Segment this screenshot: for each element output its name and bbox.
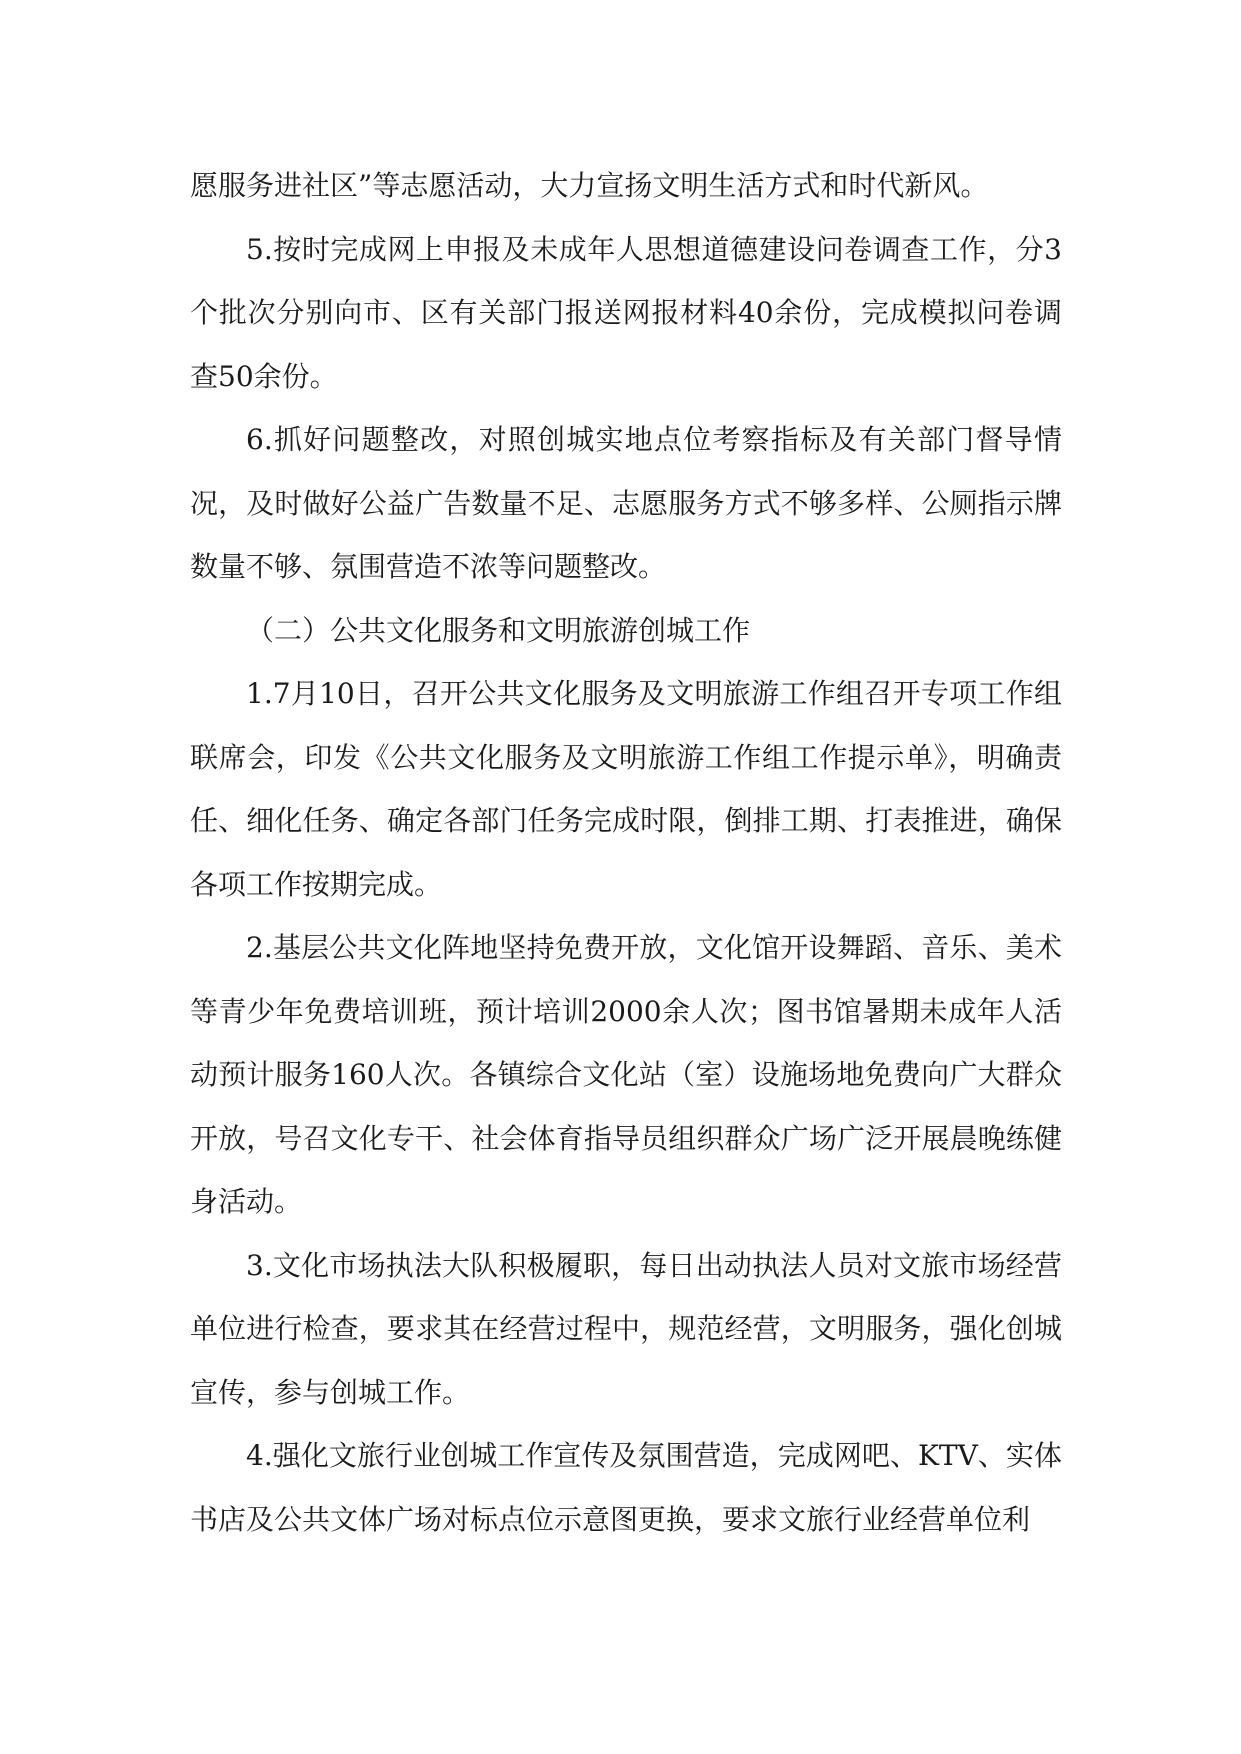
document-body xyxy=(190,154,1062,1551)
paragraph-item-4: 4.强化文旅行业创城工作宣传及氛围营造，完成网吧、KTV、实体书店及公共文体广场对标点位示意图更换，要求文旅行业经营单位利 xyxy=(190,1439,1062,1536)
paragraph-item-2: 2.基层公共文化阵地坚持免费开放，文化馆开设舞蹈、音乐、美术等青少年免费培训班，预计培训2000余人次；图书馆暑期未成年人活动预计服务160人次。各镇综合文化站（室）设施场地免费向广大群众开放，号召文化专干、社会体育指导员组织群众广场广泛开展晨晚练健身活动。 xyxy=(190,931,1062,1218)
paragraph-item-6: 6.抓好问题整改，对照创城实地点位考察指标及有关部门督导情况，及时做好公益广告数量不足、志愿服务方式不够多样、公厕指示牌数量不够、氛围营造不浓等问题整改。 xyxy=(190,423,1062,583)
paragraph-item-1: 1.7月10日，召开公共文化服务及文明旅游工作组召开专项工作组联席会，印发《公共文化服务及文明旅游工作组工作提示单》，明确责任、细化任务、确定各部门任务完成时限，倒排工期、打表推进，确保各项工作按期完成。 xyxy=(190,677,1062,901)
paragraph-item-3: 3.文化市场执法大队积极履职，每日出动执法人员对文旅市场经营单位进行检查，要求其在经营过程中，规范经营，文明服务，强化创城宣传，参与创城工作。 xyxy=(190,1248,1062,1409)
paragraph-continuation: 愿服务进社区”等志愿活动，大力宣扬文明生活方式和时代新风。 xyxy=(190,169,989,202)
paragraph-item-5: 5.按时完成网上申报及未成年人思想道德建设问卷调查工作，分3个批次分别向市、区有关部门报送网报材料40余份，完成模拟问卷调查50余份。 xyxy=(190,232,1062,393)
section-heading: （二）公共文化服务和文明旅游创城工作 xyxy=(246,613,751,647)
